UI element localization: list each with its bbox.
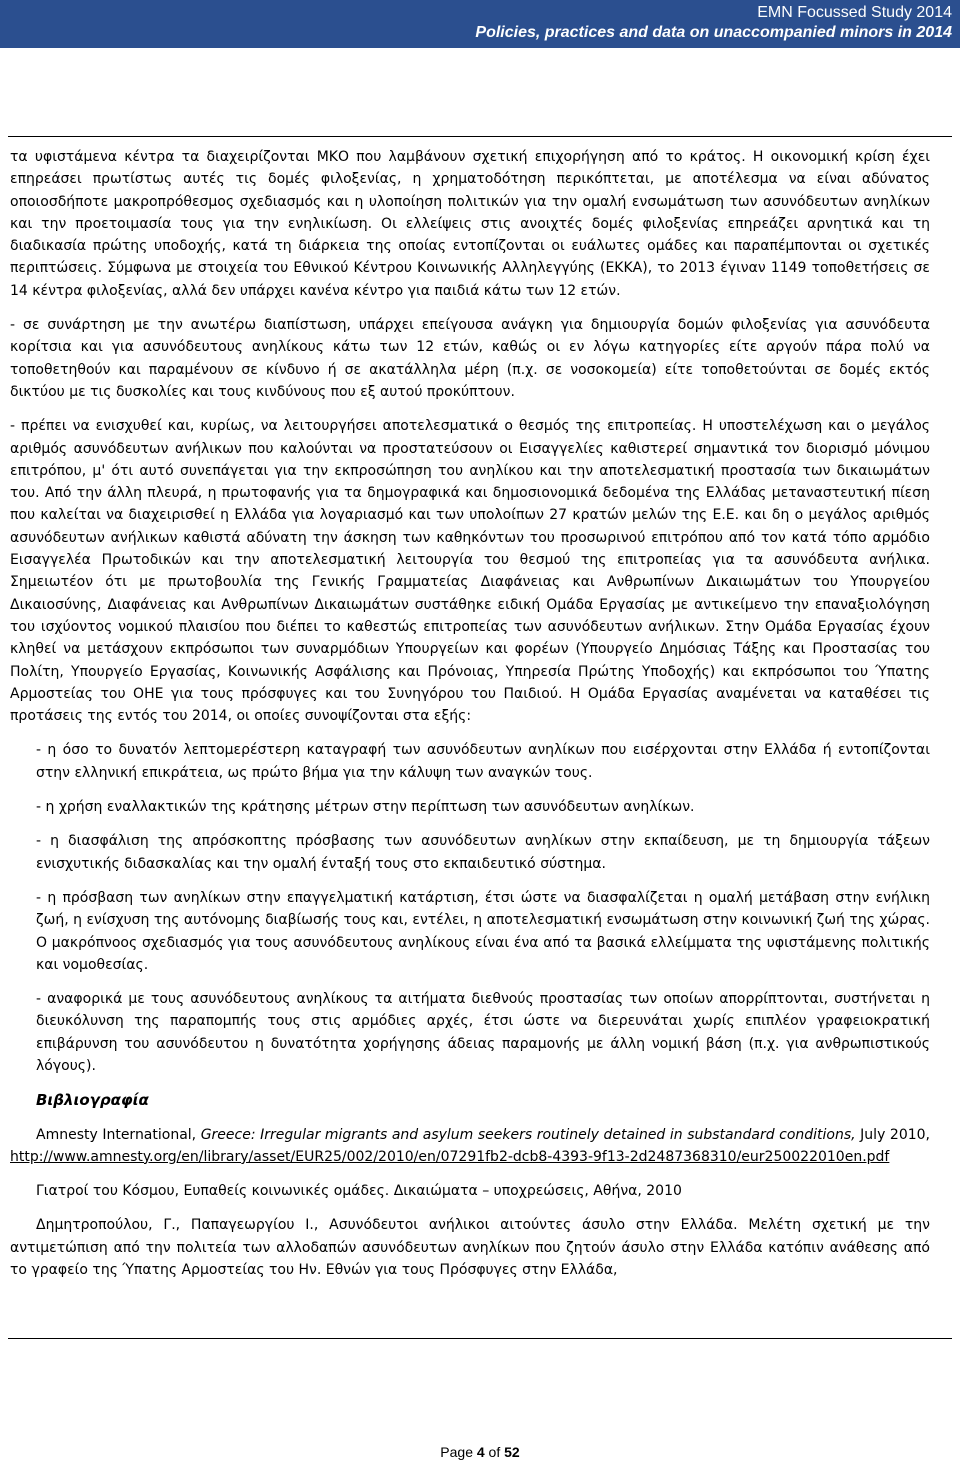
- body-paragraph: τα υφιστάμενα κέντρα τα διαχειρίζονται ΜΚΟ που λαμβάνουν σχετική επιχορήγηση από το κράτος. Η οικονομική κρίση έχει επηρεάσει πρωτίστως αυτές τις δομές φιλοξενίας, η χρηματοδότηση περικόπτεται, με αποτέλεσμα να είναι αδύνατος οποιοσδήποτε μακροπρόθεσμος σχεδιασμός και η υλοποίηση πολιτικών για την ομαλή ενσωμάτωση των ασυνόδευτων ανηλίκων και την προετοιμασία τους για την ενηλικίωση. Οι ελλείψεις στις ανοιχτές δομές φιλοξενίας επηρεάζει αρνητικά και τη διαδικασία πρώτης υποδοχής, κατά τη διάρκεια της οποίας εντοπίζονται οι ευάλωτες ομάδες και παραπέμπονται οι σχετικές περιπτώσεις. Σύμφωνα με στοιχεία του Εθνικού Κέντρου Κοινωνικής Αλληλεγγύης (ΕΚΚΑ), το 2013 έγιναν 1149 τοποθετήσεις σε 14 κέντρα φιλοξενίας, αλλά δεν υπάρχει κανένα κέντρο για παιδιά κάτω των 12 ετών.: [10, 149, 930, 299]
- body-paragraph: - σε συνάρτηση με την ανωτέρω διαπίστωση, υπάρχει επείγουσα ανάγκη για δημιουργία δομών φιλοξενίας για ασυνόδευτα κορίτσια και για ασυνόδευτους ανηλίκους κάτω των 12 ετών, καθώς οι εν λόγω κατηγορίες είτε αργούν πάρα πολύ να τοποθετηθούν και παραμένουν σε κίνδυνο ή σε ακατάλληλα μέρη (π.χ. σε νοσοκομεία) είτε τοποθετούνται σε δομές εκτός δικτύου με τις δυσκολίες και τους κινδύνους που εξ αυτού προκύπτουν.: [10, 317, 930, 400]
- document-header: [0, 0, 960, 48]
- body-paragraph: - πρέπει να ενισχυθεί και, κυρίως, να λειτουργήσει αποτελεσματικά ο θεσμός της επιτροπείας. Η υποστελέχωση και ο μεγάλος αριθμός ασυνόδευτων ανήλικων που καλούνται να προστατεύσουν οι Εισαγγελίες καθιστερεί σημαντικά τον διορισμό μόνιμου επιτρόπου, μ' ότι αυτό συνεπάγεται για την εκπροσώπηση του ανηλίκου και την αποτελεσματική προστασία των δικαιωμάτων του. Από την άλλη πλευρά, η πρωτοφανής για τα δημογραφικά και δημοσιονομικά δεδομένα της Ελλάδας μεταναστευτική πίεση που καλείται να διαχειρισθεί η Ελλάδα για λογαριασμό και των υπολοίπων 27 κρατών μελών της Ε.Ε. και δη ο μεγάλος αριθμός ασυνόδευτων ανήλικων καθιστά αδύνατη την άσκηση των καθηκόντων του προσωρινού επιτρόπου από τον κατά τόπο αρμόδιο Εισαγγελέα Πρωτοδικών και την αποτελεσματική λειτουργία του θεσμού της επιτροπείας για τα ασυνόδευτα ανήλικα. Σημειωτέον ότι με πρωτοβουλία της Γενικής Γραμματείας Διαφάνειας και Ανθρωπίνων Δικαιωμάτων του Υπουργείου Δικαιοσύνης, Διαφάνειας και Ανθρωπίνων Δικαιωμάτων συστάθηκε ειδική Ομάδα Εργασίας με αντικείμενο την επαναξιολόγηση του ισχύοντος νομικού πλαισίου που διέπει το καθεστώς επιτροπείας των ασυνόδευτων ανήλικων. Στην Ομάδα Εργασίας έχουν κληθεί να μετάσχουν εκπρόσωποι των συναρμόδιων Υπουργείων και φορέων (Υπουργείο Δημόσιας Τάξης και Προστασίας του Πολίτη, Υπουργείο Εργασίας, Κοινωνικής Ασφάλισης και Πρόνοιας, Υπηρεσία Πρώτης Υποδοχής) και εκπρόσωποι του Ύπατης Αρμοστείας του ΟΗΕ για τους πρόσφυγες και του Συνηγόρου του Παιδιού. Η Ομάδα Εργασίας αναμένεται να καταθέσει τις προτάσεις της εντός του 2014, οι οποίες συνοψίζονται στα εξής:: [10, 418, 930, 725]
- proposal-item: - η πρόσβαση των ανηλίκων στην επαγγελματική κατάρτιση, έτσι ώστε να διασφαλίζεται η ομαλή μετάβαση στην ενήλικη ζωή, η ενίσχυση της αυτόνομης διαβίωσής τους και, εντέλει, η αποτελεσματική ενσωμάτωση στην κοινωνική ζωή της χώρας. Ο μακρόπνοος σχεδιασμός για τους ασυνόδευτους ανηλίκους είναι ένα από τα βασικά ελλείμματα της υφιστάμενης πολιτικής και νομοθεσίας.: [36, 889, 930, 973]
- proposal-item: - η χρήση εναλλακτικών της κράτησης μέτρων στην περίπτωση των ασυνόδευτων ανηλίκων.: [36, 799, 695, 816]
- bib-link[interactable]: http://www.amnesty.org/en/library/asset/EUR25/002/2010/en/07291fb2-dcb8-4393-9f13-2d2487368310/eur250022010en.pdf: [10, 1148, 890, 1165]
- bibliography-entry: Δημητροπούλου, Γ., Παπαγεωργίου Ι., Ασυνόδευτοι ανήλικοι αιτούντες άσυλο στην Ελλάδα. Μελέτη σχετική με την αντιμετώπιση από την πολιτεία των αλλοδαπών ασυνόδευτων ανηλίκων που ζητούν άσυλο στην Ελλάδα κατόπιν ανάθεσης από το γραφείο της Ύπατης Αρμοστείας του Ην. Εθνών για τους Πρόσφυγες στην Ελλάδα,: [10, 1217, 930, 1279]
- page-footer: [0, 1444, 960, 1460]
- header-study-title: EMN Focussed Study 2014: [757, 4, 952, 21]
- proposal-item: - η διασφάλιση της απρόσκοπτης πρόσβασης των ασυνόδευτων ανηλίκων στην εκπαίδευση, με τη δημιουργία τάξεων ενισχυτικής διδασκαλίας και την ομαλή ένταξή τους στο εκπαιδευτικό σύστημα.: [36, 833, 930, 872]
- page-body: [10, 146, 930, 1293]
- footer-current-page: 4: [476, 1444, 485, 1460]
- footer-middle: of: [484, 1444, 505, 1460]
- footer-prefix: Page: [440, 1444, 477, 1460]
- header-study-subtitle: Policies, practices and data on unaccompanied minors in 2014: [475, 24, 952, 41]
- proposal-item: - η όσο το δυνατόν λεπτομερέστερη καταγραφή των ασυνόδευτων ανηλίκων που εισέρχονται στην Ελλάδα ή εντοπίζονται στην ελληνική επικράτεια, ως πρώτο βήμα για την κάλυψη των αναγκών τους.: [36, 742, 930, 781]
- footer-total-pages: 52: [504, 1444, 520, 1460]
- bib-date: July 2010,: [855, 1126, 930, 1143]
- bib-title: Greece: Irregular migrants and asylum seekers routinely detained in substandard conditions,: [200, 1126, 856, 1143]
- bibliography-entry: Γιατροί του Κόσμου, Ευπαθείς κοινωνικές ομάδες. Δικαιώματα – υποχρεώσεις, Αθήνα, 2010: [36, 1183, 682, 1200]
- bibliography-entry: [10, 1124, 930, 1169]
- bib-author: Amnesty International,: [36, 1126, 201, 1143]
- proposal-item: - αναφορικά με τους ασυνόδευτους ανηλίκους τα αιτήματα διεθνούς προστασίας των οποίων απορρίπτονται, συστήνεται η διευκόλυνση της παραπομπής τους στις αρμόδιες αρχές, έτσι ώστε να διερευνάται χωρίς επιπλέον γραφειοκρατική επιβάρυνση του ασυνόδευτου η δυνατότητα χορήγησης άδειας παραμονής με άλλη νομική βάση (π.χ. για ανθρωπιστικούς λόγους).: [36, 991, 930, 1074]
- bottom-divider: [8, 1338, 952, 1339]
- top-divider: [8, 136, 952, 137]
- bibliography-heading: Βιβλιογραφία: [36, 1091, 149, 1110]
